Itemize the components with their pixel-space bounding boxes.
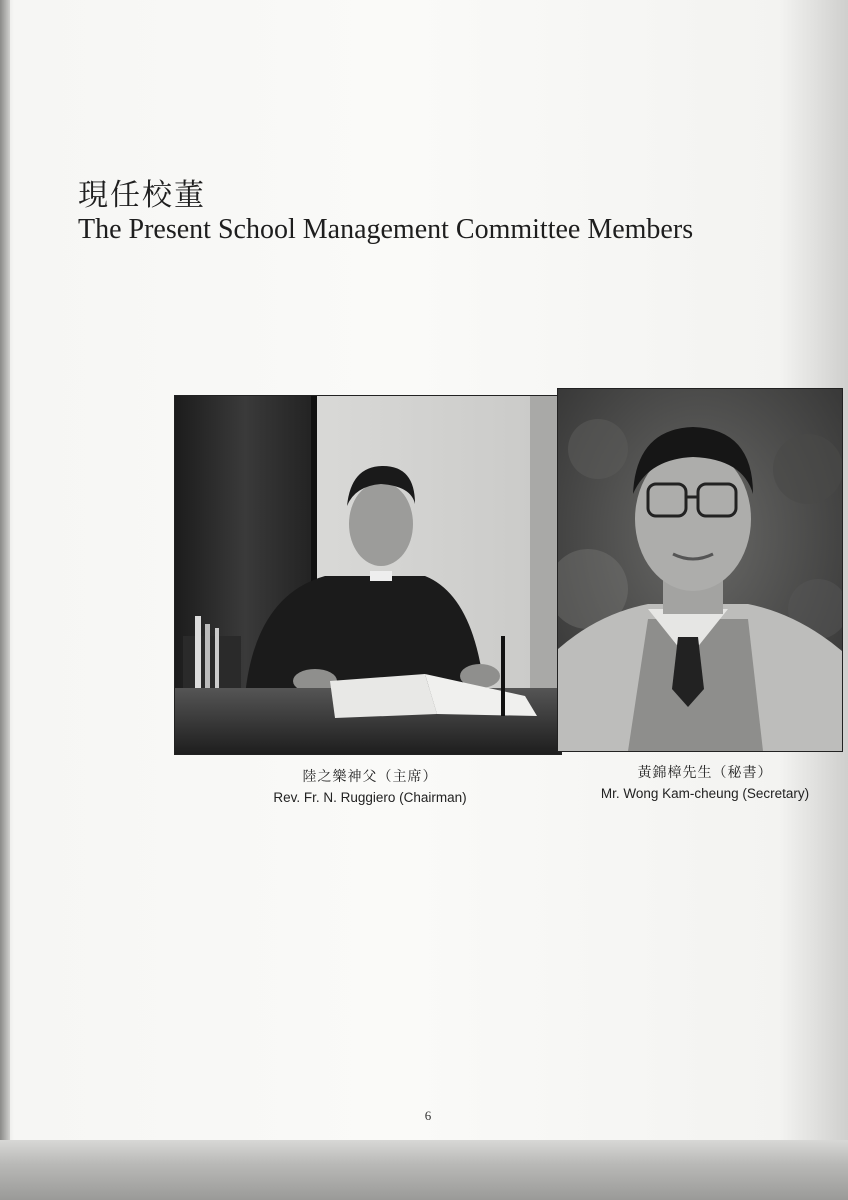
page-number: 6 <box>424 1108 432 1123</box>
secretary-name-chinese: 黃錦樟先生（秘書） <box>637 765 773 781</box>
page-left-edge <box>0 0 10 1150</box>
secretary-name-english: Mr. Wong Kam-cheung (Secretary) <box>600 786 810 801</box>
chairman-name-english: Rev. Fr. N. Ruggiero (Chairman) <box>273 790 467 805</box>
secretary-caption <box>570 762 840 801</box>
chairman-photo <box>174 395 562 755</box>
secretary-photo-illustration <box>558 389 842 751</box>
page-title-english: The Present School Management Committee Members <box>78 214 694 245</box>
page-bottom-shadow <box>0 1140 848 1200</box>
chairman-caption <box>235 766 505 805</box>
chairman-name-chinese: 陸之樂神父（主席） <box>302 769 438 785</box>
secretary-photo <box>557 388 843 752</box>
page-title-chinese: 現任校董 <box>78 178 206 213</box>
chairman-photo-illustration <box>175 396 561 754</box>
